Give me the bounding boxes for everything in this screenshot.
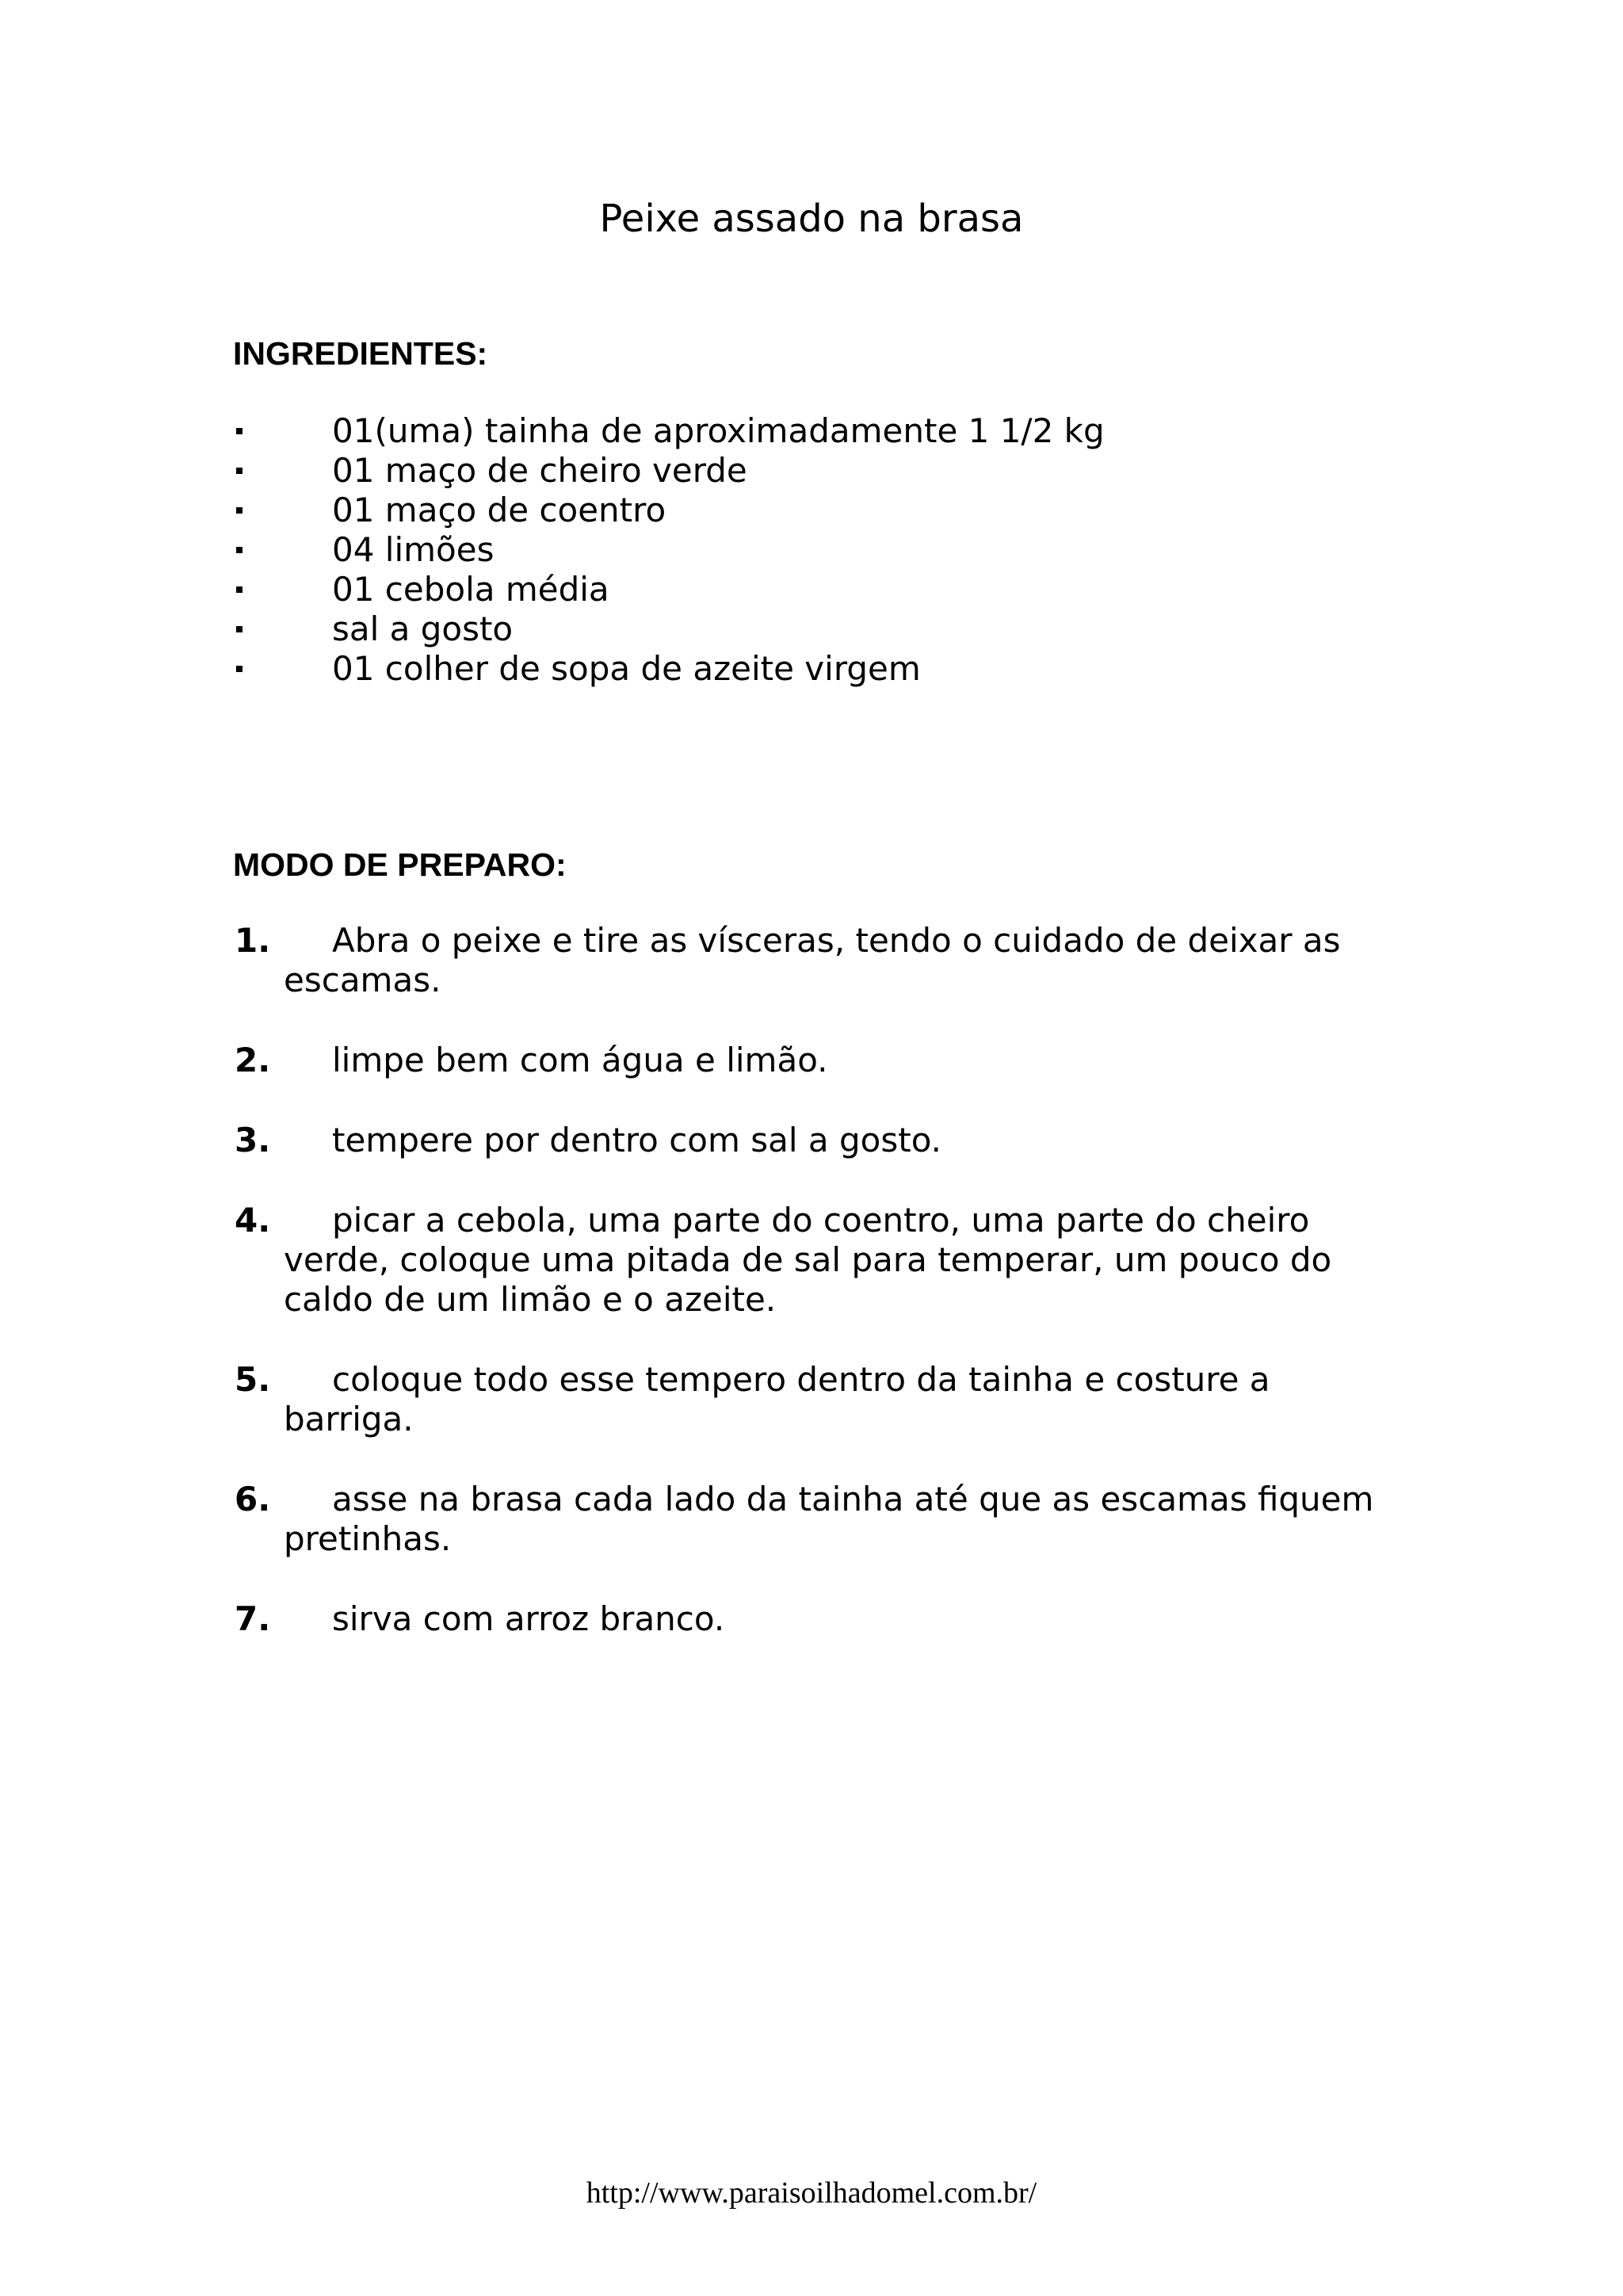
preparation-heading: MODO DE PREPARO:	[233, 846, 567, 883]
step-text: asse na brasa cada lado da tainha até que as escamas fiquem pretinhas.	[284, 1480, 1374, 1558]
step-item	[0, 1201, 1385, 1320]
step-number: 5.	[235, 1360, 271, 1399]
ingredient-text: 01 maço de cheiro verde	[332, 451, 747, 490]
ingredient-text: 01 cebola média	[332, 570, 609, 609]
ingredient-text: 01(uma) tainha de aproximadamente 1 1/2 kg	[332, 411, 1105, 450]
square-bullet-icon	[236, 626, 242, 632]
step-item	[0, 1480, 1385, 1559]
footer-url: http://www.paraisoilhadomel.com.br/	[586, 2176, 1037, 2210]
step-text: sirva com arroz branco.	[332, 1599, 725, 1638]
step-item	[0, 1041, 1385, 1080]
square-bullet-icon	[236, 428, 242, 434]
step-text: Abra o peixe e tire as vísceras, tendo o cuidado de deixar as escamas.	[284, 921, 1341, 999]
square-bullet-icon	[236, 586, 242, 593]
square-bullet-icon	[236, 666, 242, 672]
ingredient-text: 04 limões	[332, 530, 495, 569]
preparation-steps	[0, 921, 1385, 1679]
step-number: 4.	[235, 1201, 271, 1240]
ingredient-text: sal a gosto	[332, 609, 514, 648]
square-bullet-icon	[236, 547, 242, 553]
square-bullet-icon	[236, 507, 242, 514]
step-number: 2.	[235, 1041, 271, 1079]
step-text: tempere por dentro com sal a gosto.	[332, 1121, 942, 1159]
ingredient-text: 01 colher de sopa de azeite virgem	[332, 649, 921, 688]
step-item	[0, 1360, 1385, 1439]
step-text: limpe bem com água e limão.	[332, 1041, 828, 1079]
step-number: 6.	[235, 1480, 271, 1519]
step-item	[0, 921, 1385, 1000]
square-bullet-icon	[236, 468, 242, 474]
step-text: coloque todo esse tempero dentro da tainha e costure a barriga.	[284, 1360, 1270, 1438]
ingredients-heading: INGREDIENTES:	[233, 335, 488, 372]
step-number: 1.	[235, 921, 271, 960]
step-number: 7.	[235, 1599, 271, 1638]
step-number: 3.	[235, 1121, 271, 1159]
document-title: Peixe assado na brasa	[599, 197, 1024, 241]
step-text: picar a cebola, uma parte do coentro, uma parte do cheiro verde, coloque uma pitada de sal para temperar, um pouco do caldo de um limão e o azeite.	[284, 1201, 1332, 1319]
ingredient-text: 01 maço de coentro	[332, 491, 666, 529]
step-item	[0, 1121, 1385, 1160]
step-item	[0, 1599, 1385, 1639]
